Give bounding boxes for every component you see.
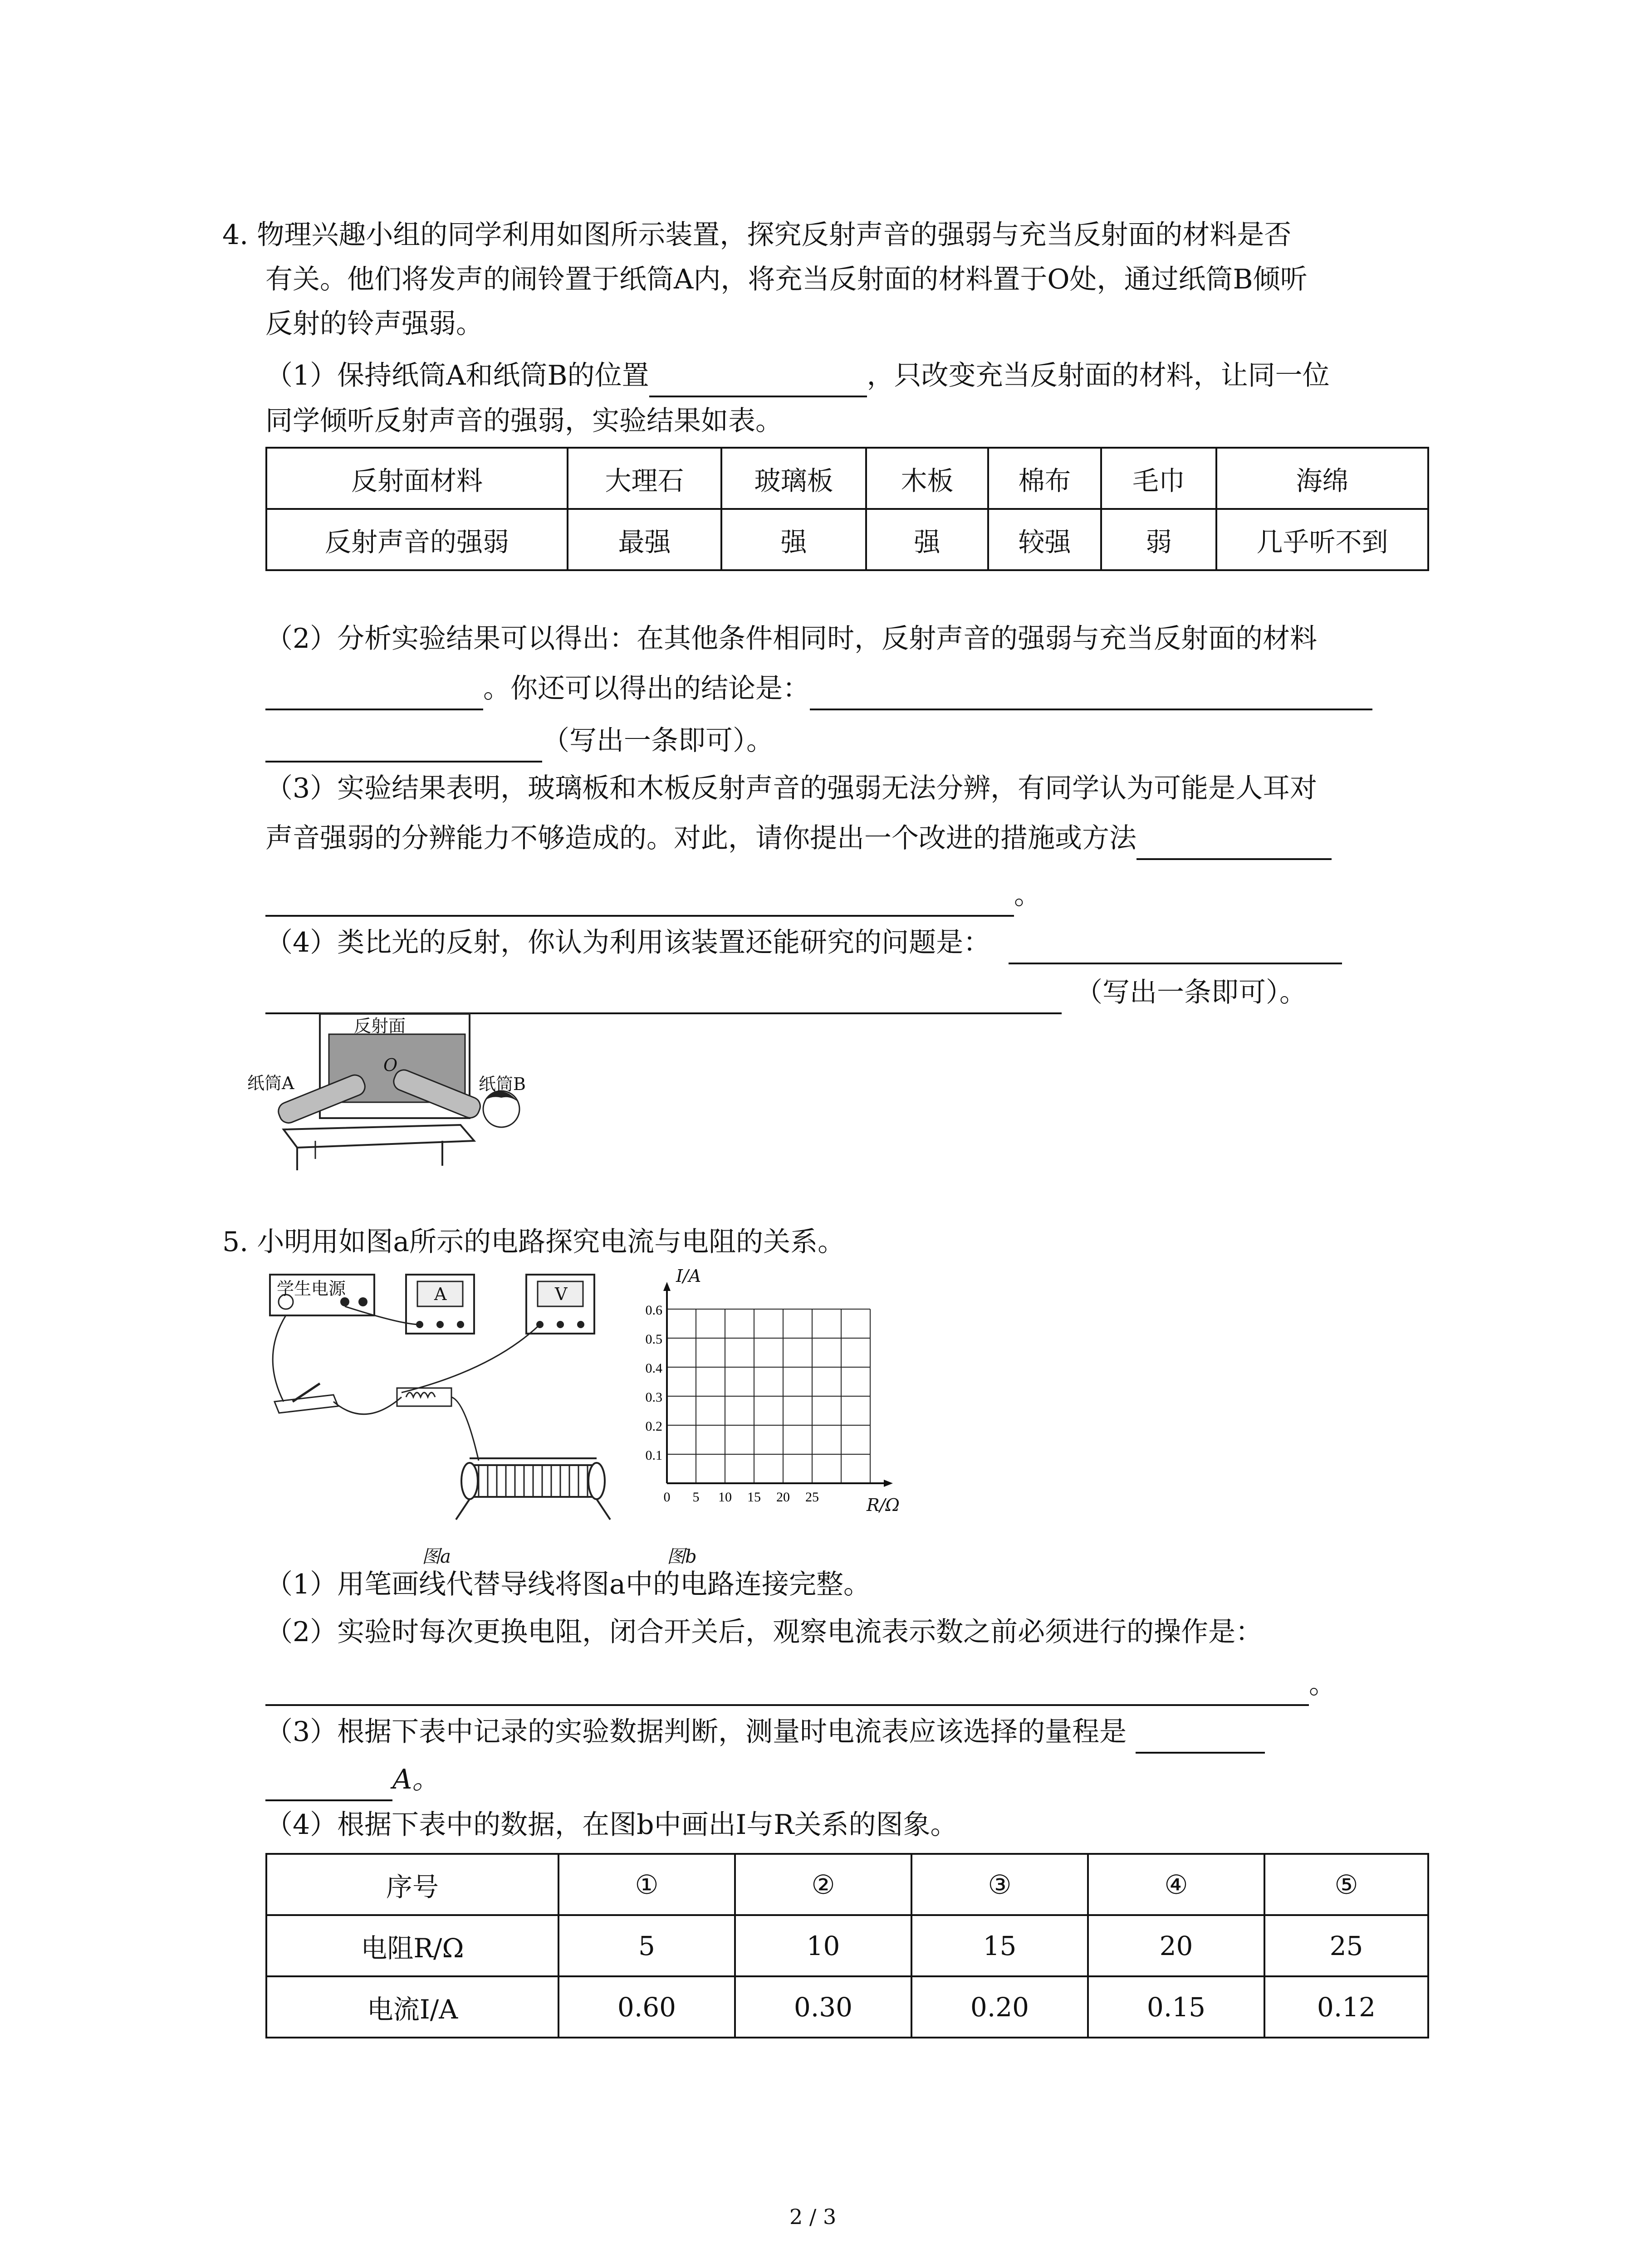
resistor [397, 1388, 451, 1406]
q4-intro-line1: 4. 物理兴趣小组的同学利用如图所示装置，探究反射声音的强弱与充当反射面的材料是否 [222, 219, 1292, 251]
q4-part3-text-b: 声音强弱的分辨能力不够造成的。对此，请你提出一个改进的措施或方法 [265, 822, 1136, 854]
q5-part3-line2 [265, 1758, 439, 1801]
q5-table-cell: ⑤ [1264, 1854, 1428, 1915]
q4-table-cell: 反射声音的强弱 [266, 509, 568, 570]
voltmeter-label: V [555, 1284, 568, 1304]
q4-part2-line3 [265, 719, 774, 763]
q5-table-resistance-row [266, 1915, 1428, 1976]
q4-table [265, 447, 1429, 571]
q5-part2-end: 。 [1309, 1668, 1336, 1700]
q4-table-cell: 较强 [988, 509, 1101, 570]
q4-table-cell: 几乎听不到 [1216, 509, 1428, 570]
q5-part3-text-a: （3）根据下表中记录的实验数据判断，测量时电流表应该选择的量程是 [265, 1716, 1127, 1748]
y-tick-label: 0.3 [645, 1390, 662, 1405]
q4-part2-blank1[interactable] [265, 679, 483, 710]
q5-table-cell: ③ [911, 1854, 1088, 1915]
graph-xlabel: R/Ω [867, 1495, 900, 1515]
q5-table-cell: ④ [1088, 1854, 1264, 1915]
q4-table-cell: 棉布 [988, 448, 1101, 509]
x-tick-label: 0 [663, 1490, 671, 1505]
q5-table-cell: 0.20 [911, 1976, 1088, 2038]
switch [274, 1395, 338, 1413]
q4-part3-blank1[interactable] [1136, 829, 1332, 860]
q5-part2-answer-line [265, 1662, 1336, 1706]
q4-part3-text-c: 。 [1014, 879, 1041, 911]
q5-part3-line1 [265, 1710, 1265, 1754]
x-tick-label: 20 [776, 1490, 790, 1505]
fig-b-caption: 图b [667, 1546, 697, 1567]
q5-part3-blank1[interactable] [1136, 1723, 1265, 1754]
y-tick-label: 0.4 [645, 1361, 662, 1376]
q4-table-data-row [266, 509, 1428, 570]
y-tick-label: 0.1 [645, 1448, 662, 1463]
q5-table-cell: 序号 [266, 1854, 558, 1915]
q5-table [265, 1853, 1429, 2038]
q5-table-current-row [266, 1976, 1428, 2038]
q4-part3-blank2[interactable] [265, 886, 1014, 917]
q4-part3-line2 [265, 816, 1332, 860]
q4-part1-text-b: ，只改变充当反射面的材料，让同一位 [867, 360, 1330, 391]
q4-part1-text-a: （1）保持纸筒A和纸筒B的位置 [265, 360, 649, 391]
q4-part2-line1: （2）分析实验结果可以得出：在其他条件相同时，反射声音的强弱与充当反射面的材料 [265, 623, 1318, 655]
q5-table-cell: 电阻R/Ω [266, 1915, 558, 1976]
tube-a-label: 纸筒A [247, 1073, 294, 1093]
q4-part2-line2 [265, 667, 1372, 710]
q5-intro: 5. 小明用如图a所示的电路探究电流与电阻的关系。 [222, 1226, 845, 1258]
q5-part1: （1）用笔画线代替导线将图a中的电路连接完整。 [265, 1569, 871, 1600]
q5-part2-blank[interactable] [265, 1675, 1309, 1706]
q5-table-cell: 10 [735, 1915, 911, 1976]
fig-a-caption: 图a [422, 1546, 451, 1567]
q5-table-cell: 0.12 [1264, 1976, 1428, 2038]
q4-part3-line1: （3）实验结果表明，玻璃板和木板反射声音的强弱无法分辨，有同学认为可能是人耳对 [265, 772, 1318, 804]
circuit-diagram [265, 1266, 615, 1538]
q4-part2-blank2[interactable] [810, 679, 1372, 710]
y-axis-arrow [663, 1282, 671, 1291]
power-supply-label: 学生电源 [277, 1279, 346, 1299]
q4-intro-line2: 有关。他们将发声的闹铃置于纸筒A内，将充当反射面的材料置于O处，通过纸筒B倾听 [265, 264, 1308, 295]
q4-table-cell: 最强 [568, 509, 721, 570]
q5-figure-a [265, 1266, 615, 1565]
q4-part1-line1 [265, 354, 1330, 397]
reflect-surface-label: 反射面 [354, 1016, 406, 1036]
x-tick-label: 15 [747, 1490, 761, 1505]
q4-table-cell: 大理石 [568, 448, 721, 509]
q5-table-cell: 5 [558, 1915, 735, 1976]
q5-table-cell: 0.15 [1088, 1976, 1264, 2038]
q4-part2-blank3[interactable] [265, 732, 542, 763]
q4-table-cell: 毛巾 [1101, 448, 1216, 509]
q4-table-header-row [266, 448, 1428, 509]
q4-table-cell: 强 [721, 509, 866, 570]
q5-table-cell: 0.30 [735, 1976, 911, 2038]
q4-intro-line3: 反射的铃声强弱。 [265, 308, 483, 340]
q4-table-cell: 强 [866, 509, 988, 570]
q5-table-cell: ② [735, 1854, 911, 1915]
y-tick-label: 0.6 [645, 1303, 662, 1318]
q4-part2-text-c: （写出一条即可）。 [542, 725, 774, 757]
q4-part4-blank1[interactable] [1009, 934, 1342, 964]
y-tick-label: 0.5 [645, 1332, 662, 1347]
q5-table-cell: 20 [1088, 1915, 1264, 1976]
q4-part2-text-b: 。你还可以得出的结论是： [483, 673, 810, 704]
q4-part4-line2 [265, 971, 1307, 1014]
q5-figure-b [631, 1266, 912, 1565]
page-number: 2 / 3 [789, 2204, 837, 2229]
ammeter-label: A [434, 1284, 447, 1304]
graph-ylabel: I/A [676, 1266, 701, 1286]
q5-part4: （4）根据下表中的数据，在图b中画出I与R关系的图象。 [265, 1809, 958, 1841]
x-axis-arrow [884, 1480, 893, 1487]
y-tick-label: 0.2 [645, 1419, 662, 1434]
q5-table-header-row [266, 1854, 1428, 1915]
q4-figure [247, 1009, 538, 1173]
q4-table-cell: 玻璃板 [721, 448, 866, 509]
q4-part4-line1 [265, 921, 1342, 964]
q5-part2: （2）实验时每次更换电阻，闭合开关后，观察电流表示数之前必须进行的操作是： [265, 1616, 1263, 1648]
q5-table-cell: 0.60 [558, 1976, 735, 2038]
q5-table-cell: 15 [911, 1915, 1088, 1976]
q4-table-cell: 木板 [866, 448, 988, 509]
q4-table-cell: 海绵 [1216, 448, 1428, 509]
q5-part3-blank2[interactable] [265, 1770, 392, 1801]
q4-part4-text-a: （4）类比光的反射，你认为利用该装置还能研究的问题是： [265, 927, 991, 958]
q4-part3-line3 [265, 873, 1041, 917]
x-tick-label: 25 [805, 1490, 819, 1505]
x-tick-label: 5 [692, 1490, 700, 1505]
q4-part4-text-b: （写出一条即可）。 [1075, 977, 1307, 1008]
q4-table-cell: 反射面材料 [266, 448, 568, 509]
x-tick-label: 10 [718, 1490, 732, 1505]
q4-part1-blank[interactable] [649, 367, 867, 397]
tube-b-label: 纸筒B [479, 1074, 526, 1094]
q5-part3-text-b: A。 [392, 1764, 440, 1795]
q5-table-cell: ① [558, 1854, 735, 1915]
q5-table-cell: 25 [1264, 1915, 1428, 1976]
q4-table-cell: 弱 [1101, 509, 1216, 570]
q4-part1-line2: 同学倾听反射声音的强弱，实验结果如表。 [265, 405, 783, 437]
q5-table-cell: 电流I/A [266, 1976, 558, 2038]
o-point-label: O [383, 1055, 398, 1075]
